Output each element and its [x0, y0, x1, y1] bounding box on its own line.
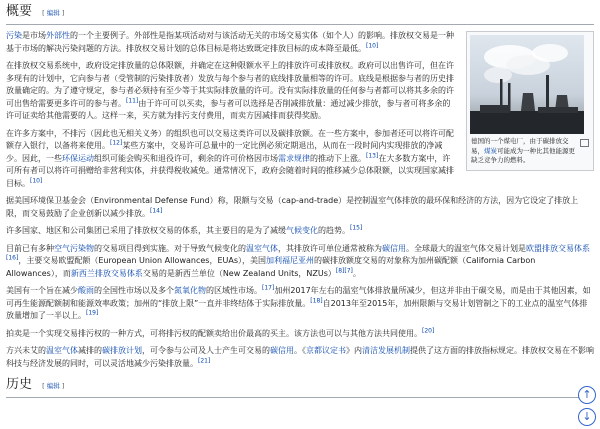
link-environmental-movement[interactable]: 环保运动: [62, 153, 94, 163]
text: 在许多方案中，不排污（因此也无相关义务）的组织也可以交易这类许可以及碳排放额。在一些方案中，参加者还可以将许可配额存入银行，以备将来使用。: [6, 128, 454, 150]
section-title: 概要: [6, 4, 33, 19]
link-cdm[interactable]: 清洁发展机制: [362, 346, 410, 355]
text: 。《: [294, 346, 306, 355]
paragraph-8: [6, 328, 594, 341]
link-greenhouse-gas[interactable]: 温室气体: [46, 346, 78, 355]
link-carbon-credit[interactable]: 碳信用: [382, 243, 406, 253]
text: 减排的: [78, 346, 102, 355]
edit-link-text[interactable]: 编辑: [46, 9, 60, 17]
link-eu-ets[interactable]: 欧盟排放交易体系: [526, 243, 590, 253]
text: 的趋势。: [318, 226, 350, 235]
reference[interactable]: [21]: [198, 356, 211, 364]
text: 的一个主要例子。外部性是指某项活动对与该活动无关的市场交易实体（如个人）的影响。排放权交易是一种基于市场的解决污染问题的方法。排放权交易计划的总体目标是将达致既定排放目标的成本降至最低。: [6, 31, 454, 53]
link-demand-law[interactable]: 需求规律: [278, 153, 310, 163]
text: 交易的是新西兰单位（New Zealand Units，NZUs）: [142, 268, 336, 278]
reference[interactable]: [17]: [262, 284, 275, 292]
paragraph-6: [6, 243, 594, 281]
text: 》内: [346, 346, 362, 355]
link-externality[interactable]: 外部性: [46, 31, 70, 40]
edit-link-text[interactable]: 编辑: [46, 382, 60, 390]
link-carbon-plan[interactable]: 碳排放计划: [102, 346, 142, 355]
text: 的交易项目得到实施。对于导致气候变化的: [94, 243, 246, 253]
text: 是市场: [22, 31, 46, 40]
text: ，其排放许可单位通常被称为: [278, 243, 382, 253]
link-nz-ets[interactable]: 新西兰排放交易体系: [70, 268, 143, 278]
reference[interactable]: [13]: [366, 151, 379, 159]
reference[interactable]: [12]: [110, 139, 123, 147]
text: 的推动下上涨。: [310, 153, 366, 163]
text: 。全球最大的温室气体交易计划是: [406, 243, 526, 253]
text: 拍卖是一个实现交易排污权的一种方式，可将排污权的配额卖给出价最高的买主。该方法也可以与其他方法共同使用。: [6, 328, 422, 338]
link-pollution[interactable]: 污染: [6, 31, 22, 40]
enlarge-icon[interactable]: [580, 139, 589, 147]
link-coal[interactable]: 煤炭: [484, 146, 497, 155]
reference[interactable]: [15]: [350, 224, 363, 232]
text: 目前已有多种: [6, 243, 54, 253]
text: 加州2017年左右的温室气体排放量所减少，但这并非由于碳交易，而是由于其他因素，如可再生能源配额制和能源效率政策；加州的“排放上限”一直并非终结体于实际排放量。: [6, 286, 591, 308]
reference[interactable]: [10]: [366, 41, 379, 49]
text: 据美国环境保卫基金会（Environmental Defense Fund）称，限额与交易（cap-and-trade）是控制温室气体排放的最环保和经济的方法，因为它设定了排放上限，而交易鼓励了企业创新以减少排放。: [6, 196, 579, 218]
text: 许多国家、地区和公司集团已采用了排放权交易的体系，其主要目的是为了减缓: [6, 226, 286, 235]
paragraph-7: [6, 285, 594, 323]
section-heading-overview: [6, 2, 594, 25]
reference[interactable]: [8]: [335, 266, 345, 274]
caption-text: 可能成为一种比其他能源更缺乏竞争力的燃料。: [471, 146, 575, 164]
text: 美国有一个旨在减少: [6, 286, 78, 295]
caption-text: 德国的一个煤电厂，由于碳排放交易，: [471, 137, 569, 155]
text: ，可令参与公司及人士产生可交易的: [142, 346, 270, 355]
link-air-pollutants[interactable]: 空气污染物: [54, 243, 94, 253]
text: 在大多数方案中，许可所有者可以将许可捐赠给非营利实体，并获得税收减免。通常情况下，政府会随着时间的推移减少总体限额，以实现国家减排目标。: [6, 153, 454, 188]
text: 由于许可可以买卖，参与者可以选择是否削减排放量：通过减少排放，参与者可将多余的许可证卖给其他需要的人。这样一来，买方就为排污支付费用，而卖方因减排而获得奖励。: [6, 98, 451, 120]
text: 在排放权交易系统中，政府设定排放量的总体限额，并确定在这种限额水平上的排放许可或排放权。政府可以出售许可，但在许多现有的计划中，它向参与者（受管制的污染排放者）发放与每个参与者的底线排放量相等的许可。底线是根据参与者的历史排放量确定的。为了遵守规定，参与者必须持有至少等于其实际排放量的许可。没有实际排放量的任何参与者都可以将其多余的许可出售给需要更多许可的参与者。: [6, 61, 454, 108]
edit-section-link[interactable]: [ 编辑 ]: [42, 382, 65, 390]
text: 方兴未艾的: [6, 346, 46, 355]
figure-thumbnail: [466, 31, 594, 171]
scroll-up-icon[interactable]: ↑: [578, 386, 596, 404]
edit-section-link[interactable]: [ 编辑 ]: [42, 9, 65, 17]
text: 自2013年至2015年，加州限额与交易计划管制之下的工业点的温室气体排放量增加了一半以上。: [6, 298, 588, 320]
power-plant-image[interactable]: [470, 35, 584, 134]
text: 的区域性市场。: [206, 286, 262, 295]
text: 的碳排放额度交易的对象称为加州碳配额（California Carbon Allowances），而: [6, 256, 536, 278]
article: [6, 2, 594, 398]
section-title: 历史: [6, 377, 33, 392]
reference[interactable]: [14]: [150, 206, 163, 214]
paragraph-4: [6, 195, 594, 220]
text: ，主要交易欧盟配额（European Union Allowances，EUAs），美国: [18, 256, 266, 265]
reference[interactable]: [18]: [310, 296, 323, 304]
scroll-down-icon[interactable]: ↓: [578, 408, 596, 426]
text: 提供了这方面的排放指标规定。排放权交易在不影响科技与经济发展的同时，可以灵活地减少污染排放量。: [6, 346, 594, 368]
reference[interactable]: [19]: [86, 309, 99, 317]
link-nitrogen-oxides[interactable]: 氮氧化物: [174, 286, 206, 295]
link-climate-change[interactable]: 气候变化: [286, 226, 318, 235]
text: 某些方案中，交易许可总量中的一定比例必须定期退出，从而在一段时间内实现排放的净减少。因此，一些: [6, 141, 443, 163]
text: 组织可能会购买和退役许可，剩余的许可价格因市场: [94, 153, 278, 163]
link-california[interactable]: 加利福尼亚州: [266, 256, 314, 265]
paragraph-5: [6, 225, 594, 238]
reference[interactable]: [20]: [422, 326, 435, 334]
section-heading-history: [6, 375, 594, 398]
reference[interactable]: [7]: [344, 266, 353, 274]
reference[interactable]: [16]: [6, 254, 19, 262]
reference[interactable]: [11]: [126, 96, 139, 104]
paragraph-9: [6, 345, 594, 370]
reference[interactable]: [10]: [30, 176, 43, 184]
link-greenhouse-gas[interactable]: 温室气体: [246, 243, 278, 253]
link-carbon-credit[interactable]: 碳信用: [270, 346, 294, 355]
text: 。: [352, 268, 361, 278]
figure-caption: [470, 134, 590, 167]
link-acid-rain[interactable]: 酸雨: [78, 286, 94, 295]
text: 的全国性市场以及多个: [94, 286, 174, 295]
link-kyoto-protocol[interactable]: 京都议定书: [306, 346, 346, 355]
